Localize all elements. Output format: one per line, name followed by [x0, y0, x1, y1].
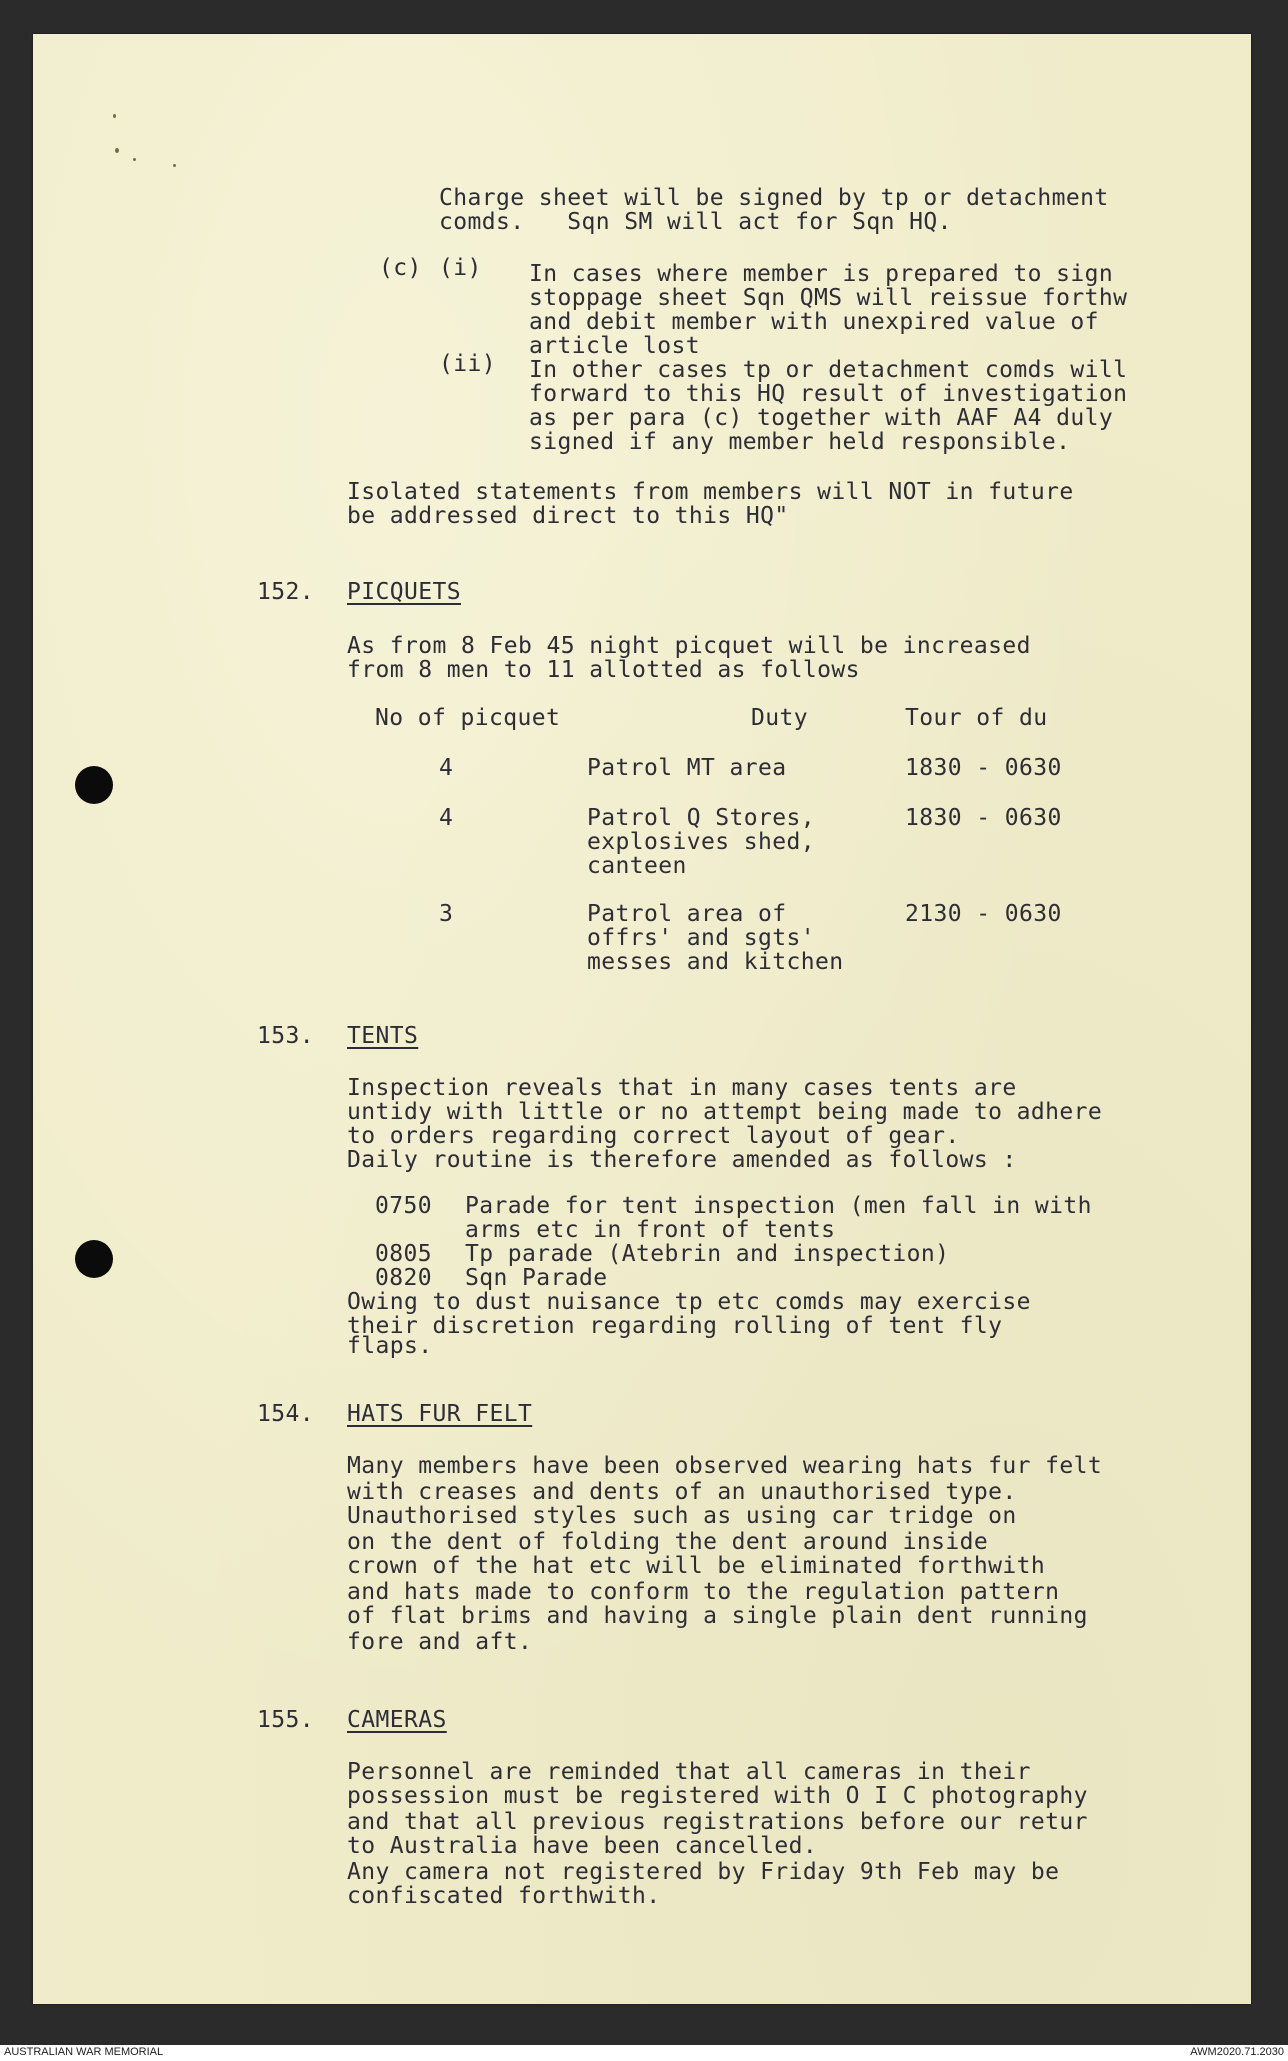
- picquet-row-duty: Patrol Q Stores,: [587, 805, 815, 831]
- s154-body-line: fore and aft.: [347, 1629, 533, 1655]
- intro-line: Charge sheet will be signed by tp or detachment: [439, 185, 1109, 211]
- item-c-i-line: stoppage sheet Sqn QMS will reissue forthw: [529, 285, 1128, 311]
- picquet-row-num: 4: [439, 755, 454, 781]
- isolated-line: be addressed direct to this HQ": [347, 503, 789, 529]
- section-heading-picquets: PICQUETS: [347, 579, 461, 605]
- paper-speck: [133, 158, 136, 161]
- routine-time: 0805: [375, 1241, 432, 1267]
- item-c-label: (c): [379, 255, 422, 281]
- s155-body-line: and that all previous registrations before our retur: [347, 1809, 1088, 1835]
- s154-body-line: on the dent of folding the dent around inside: [347, 1529, 989, 1555]
- picquet-row-duty: canteen: [587, 853, 687, 879]
- routine-time: 0820: [375, 1265, 432, 1291]
- picquet-row-duty: explosives shed,: [587, 829, 815, 855]
- item-c-i-line: and debit member with unexpired value of: [529, 309, 1099, 335]
- item-c-i-line: article lost: [529, 333, 700, 359]
- s154-body-line: crown of the hat etc will be eliminated forthwith: [347, 1553, 1046, 1579]
- punch-hole-top: [75, 766, 113, 804]
- s155-body-line: to Australia have been cancelled.: [347, 1833, 818, 1859]
- s153-body-line: to orders regarding correct layout of gear.: [347, 1123, 960, 1149]
- s155-body-line: confiscated forthwith.: [347, 1883, 661, 1909]
- s152-body-line: from 8 men to 11 allotted as follows: [347, 657, 860, 683]
- picquet-row-num: 4: [439, 805, 454, 831]
- picquet-row-duty: Patrol area of: [587, 901, 787, 927]
- isolated-line: Isolated statements from members will NOT in future: [347, 479, 1074, 505]
- section-number-154: 154.: [257, 1401, 314, 1427]
- routine-time: 0750: [375, 1193, 432, 1219]
- picquet-table-header-no: No of picquet: [375, 705, 561, 731]
- item-c-i-label: (i): [439, 255, 482, 281]
- section-heading-tents: TENTS: [347, 1023, 419, 1049]
- item-c-ii-line: as per para (c) together with AAF A4 duly: [529, 405, 1114, 431]
- section-number-155: 155.: [257, 1707, 314, 1733]
- picquet-row-duty: offrs' and sgts': [587, 925, 815, 951]
- item-c-ii-line: In other cases tp or detachment comds will: [529, 357, 1128, 383]
- s154-body-line: Unauthorised styles such as using car tridge on: [347, 1503, 1017, 1529]
- picquet-row-duty: Patrol MT area: [587, 755, 787, 781]
- picquet-row-duty: messes and kitchen: [587, 949, 844, 975]
- archive-name: AUSTRALIAN WAR MEMORIAL: [4, 2046, 164, 2058]
- s153-closing-line: Owing to dust nuisance tp etc comds may exercise: [347, 1289, 1031, 1315]
- s155-body-line: possession must be registered with O I C photography: [347, 1783, 1088, 1809]
- picquet-row-tour: 1830 - 0630: [905, 755, 1062, 781]
- section-heading-hats: HATS FUR FELT: [347, 1401, 533, 1427]
- routine-text: Parade for tent inspection (men fall in with: [465, 1193, 1092, 1219]
- document-page: [33, 34, 1251, 2004]
- punch-hole-bottom: [75, 1240, 113, 1278]
- s153-body-line: untidy with little or no attempt being made to adhere: [347, 1099, 1103, 1125]
- s154-body-line: of flat brims and having a single plain dent running: [347, 1603, 1088, 1629]
- s152-body-line: As from 8 Feb 45 night picquet will be increased: [347, 633, 1031, 659]
- s154-body-line: and hats made to conform to the regulation pattern: [347, 1579, 1060, 1605]
- s155-body-line: Any camera not registered by Friday 9th Feb may be: [347, 1859, 1060, 1885]
- s153-closing-line: flaps.: [347, 1333, 433, 1359]
- routine-text: arms etc in front of tents: [465, 1217, 836, 1243]
- s154-body-line: Many members have been observed wearing hats fur felt: [347, 1453, 1103, 1479]
- s153-body-line: Inspection reveals that in many cases tents are: [347, 1075, 1017, 1101]
- section-number-152: 152.: [257, 579, 314, 605]
- paper-speck: [173, 164, 176, 167]
- paper-speck: [115, 148, 119, 153]
- section-number-153: 153.: [257, 1023, 314, 1049]
- routine-text: Tp parade (Atebrin and inspection): [465, 1241, 950, 1267]
- s153-body-line: Daily routine is therefore amended as follows :: [347, 1147, 1017, 1173]
- picquet-table-header-tour: Tour of du: [905, 705, 1048, 731]
- intro-line: comds. Sqn SM will act for Sqn HQ.: [439, 209, 952, 235]
- archive-footer: [0, 2045, 1288, 2061]
- archive-reference: AWM2020.71.2030: [1190, 2046, 1284, 2058]
- routine-text: Sqn Parade: [465, 1265, 608, 1291]
- section-heading-cameras: CAMERAS: [347, 1707, 447, 1733]
- picquet-row-tour: 1830 - 0630: [905, 805, 1062, 831]
- item-c-i-line: In cases where member is prepared to sign: [529, 261, 1114, 287]
- picquet-row-num: 3: [439, 901, 454, 927]
- s155-body-line: Personnel are reminded that all cameras in their: [347, 1759, 1031, 1785]
- item-c-ii-line: signed if any member held responsible.: [529, 429, 1071, 455]
- picquet-row-tour: 2130 - 0630: [905, 901, 1062, 927]
- picquet-table-header-duty: Duty: [751, 705, 808, 731]
- item-c-ii-label: (ii): [439, 351, 496, 377]
- paper-speck: [113, 114, 116, 118]
- item-c-ii-line: forward to this HQ result of investigation: [529, 381, 1128, 407]
- s154-body-line: with creases and dents of an unauthorised type.: [347, 1479, 1017, 1505]
- s153-closing-line: their discretion regarding rolling of tent fly: [347, 1313, 1003, 1339]
